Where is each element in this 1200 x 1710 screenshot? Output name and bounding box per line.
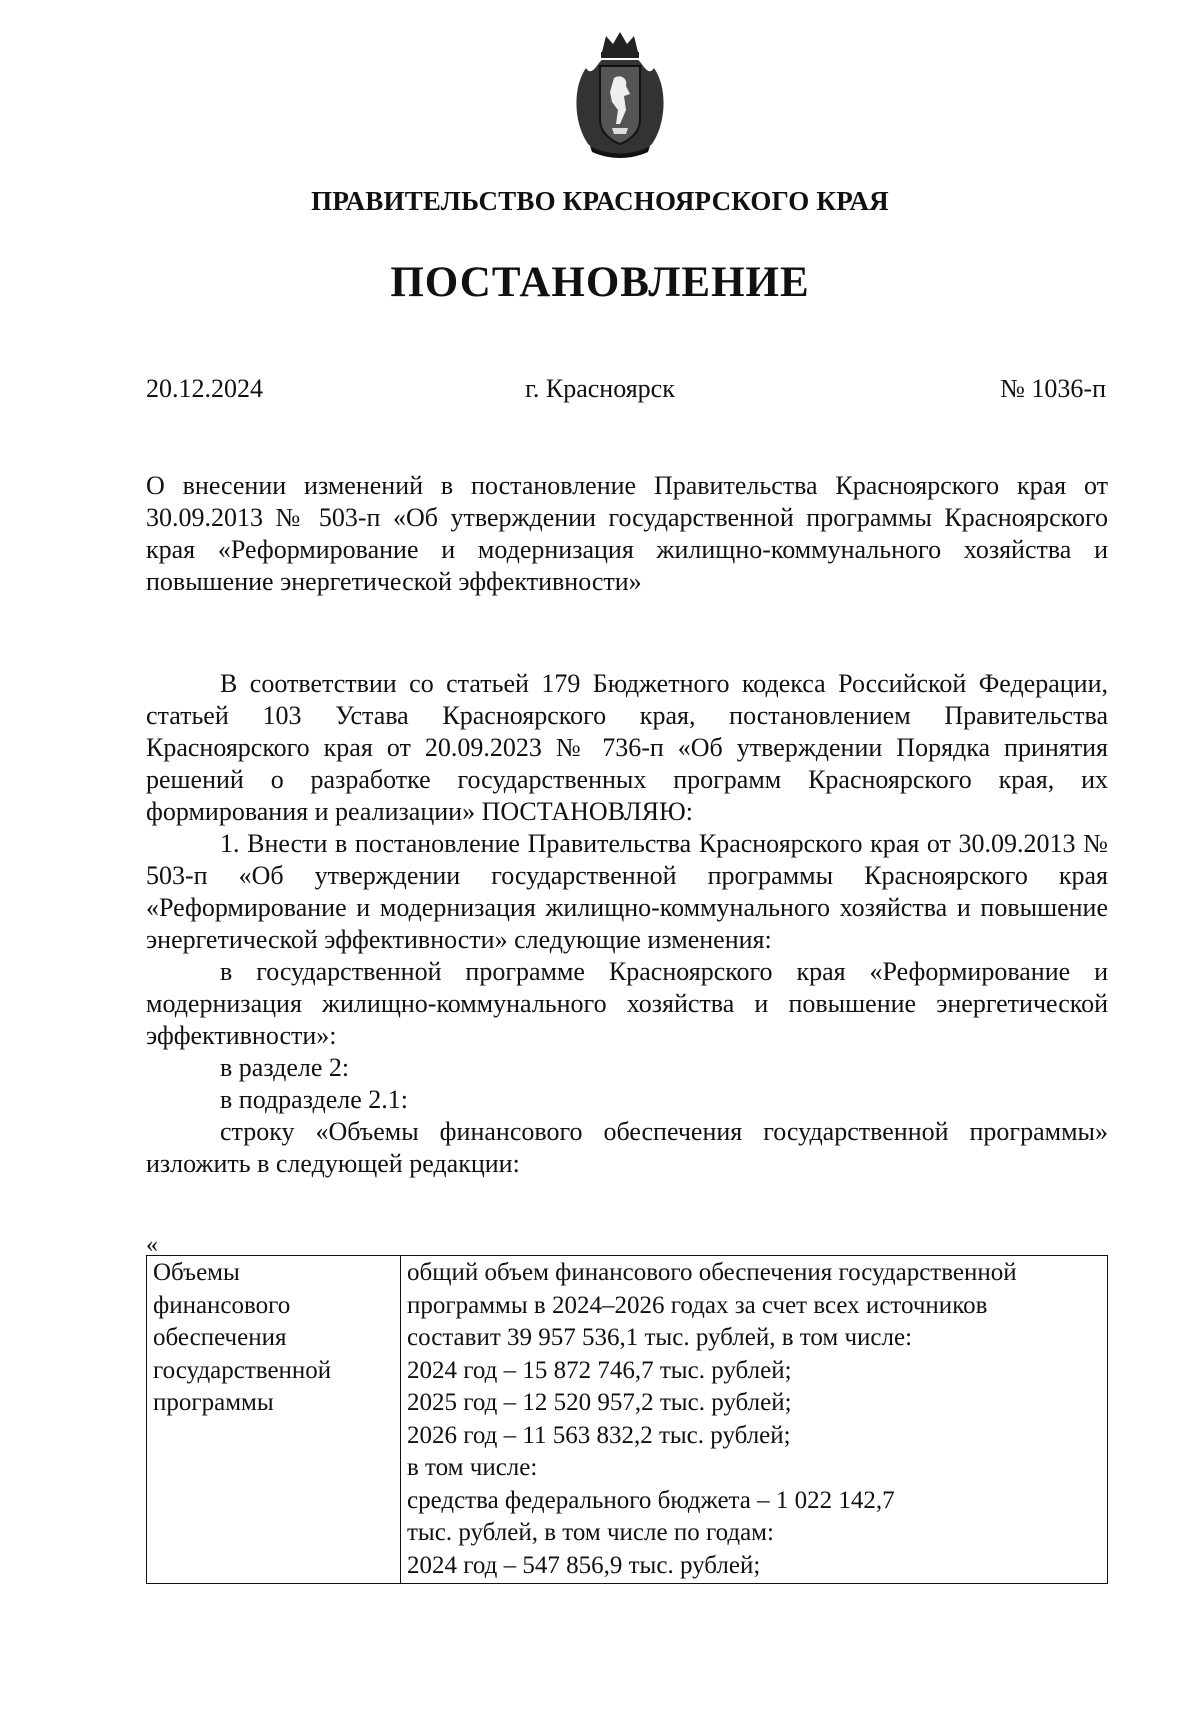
content-line: 2024 год – 15 872 746,7 тыс. рублей; xyxy=(407,1356,792,1384)
coat-of-arms-icon xyxy=(568,28,672,162)
document-type: ПОСТАНОВЛЕНИЕ xyxy=(390,259,810,306)
organization-title: ПРАВИТЕЛЬСТВО КРАСНОЯРСКОГО КРАЯ xyxy=(311,186,889,216)
table-row xyxy=(147,1256,1108,1584)
content-line: составит 39 957 536,1 тыс. рублей, в том числе: xyxy=(407,1324,913,1351)
label-line: финансового xyxy=(153,1291,291,1319)
amendment-section-paragraph: в разделе 2: xyxy=(220,1053,350,1082)
financing-content-cell xyxy=(401,1256,1108,1584)
document-subject: О внесении изменений в постановление Правительства Красноярского края от 30.09.2013 № 503-п «Об утверждении государственной программы Красноярского края «Реформирование и модернизация жилищно-коммунального хозяйства и повышение энергетической эффективности» xyxy=(146,471,1108,596)
amendment-subsection-paragraph: в подразделе 2.1: xyxy=(220,1085,409,1114)
content-line: средства федерального бюджета – 1 022 142,7 xyxy=(407,1486,895,1514)
financing-table xyxy=(146,1255,1108,1584)
financing-label-cell xyxy=(147,1256,401,1584)
amendment-row-paragraph: строку «Объемы финансового обеспечения государственной программы» изложить в следующей редакции: xyxy=(146,1117,1108,1178)
content-line: 2025 год – 12 520 957,2 тыс. рублей; xyxy=(407,1389,792,1416)
content-line: программы в 2024–2026 годах за счет всех источников xyxy=(407,1291,988,1319)
label-line: обеспечения xyxy=(153,1324,287,1351)
document-body xyxy=(146,668,1108,1180)
preamble-paragraph: В соответствии со статьей 179 Бюджетного кодекса Российской Федерации, статьей 103 Устава Красноярского края, постановлением Правительства Красноярского края от 20.09.2023 № 736-п «Об утверждении Порядка принятия решений о разработке государственных программ Красноярского края, их формирования и реализации» ПОСТАНОВЛЯЮ: xyxy=(146,669,1108,826)
clause-1-paragraph: 1. Внести в постановление Правительства Красноярского края от 30.09.2013 № 503-п «Об утверждении государственной программы Красноярского края «Реформирование и модернизация жилищно-коммунального хозяйства и повышение энергетической эффективности» следующие изменения: xyxy=(146,829,1108,954)
opening-quote-mark: « xyxy=(146,1232,158,1258)
content-line: тыс. рублей, в том числе по годам: xyxy=(407,1519,774,1546)
document-date: 20.12.2024 xyxy=(146,374,263,403)
content-line: 2026 год – 11 563 832,2 тыс. рублей; xyxy=(407,1421,791,1449)
document-city: г. Красноярск xyxy=(525,374,675,403)
content-line: 2024 год – 547 856,9 тыс. рублей; xyxy=(407,1551,761,1579)
label-line: Объемы xyxy=(153,1259,240,1286)
label-line: программы xyxy=(153,1389,274,1416)
amendment-program-paragraph: в государственной программе Красноярского края «Реформирование и модернизация жилищно-коммунального хозяйства и повышение энергетической эффективности»: xyxy=(146,957,1108,1050)
document-number: № 1036-п xyxy=(1000,374,1106,403)
content-line: в том числе: xyxy=(407,1454,538,1481)
label-line: государственной xyxy=(153,1356,332,1384)
content-line: общий объем финансового обеспечения государственной xyxy=(407,1259,1017,1286)
